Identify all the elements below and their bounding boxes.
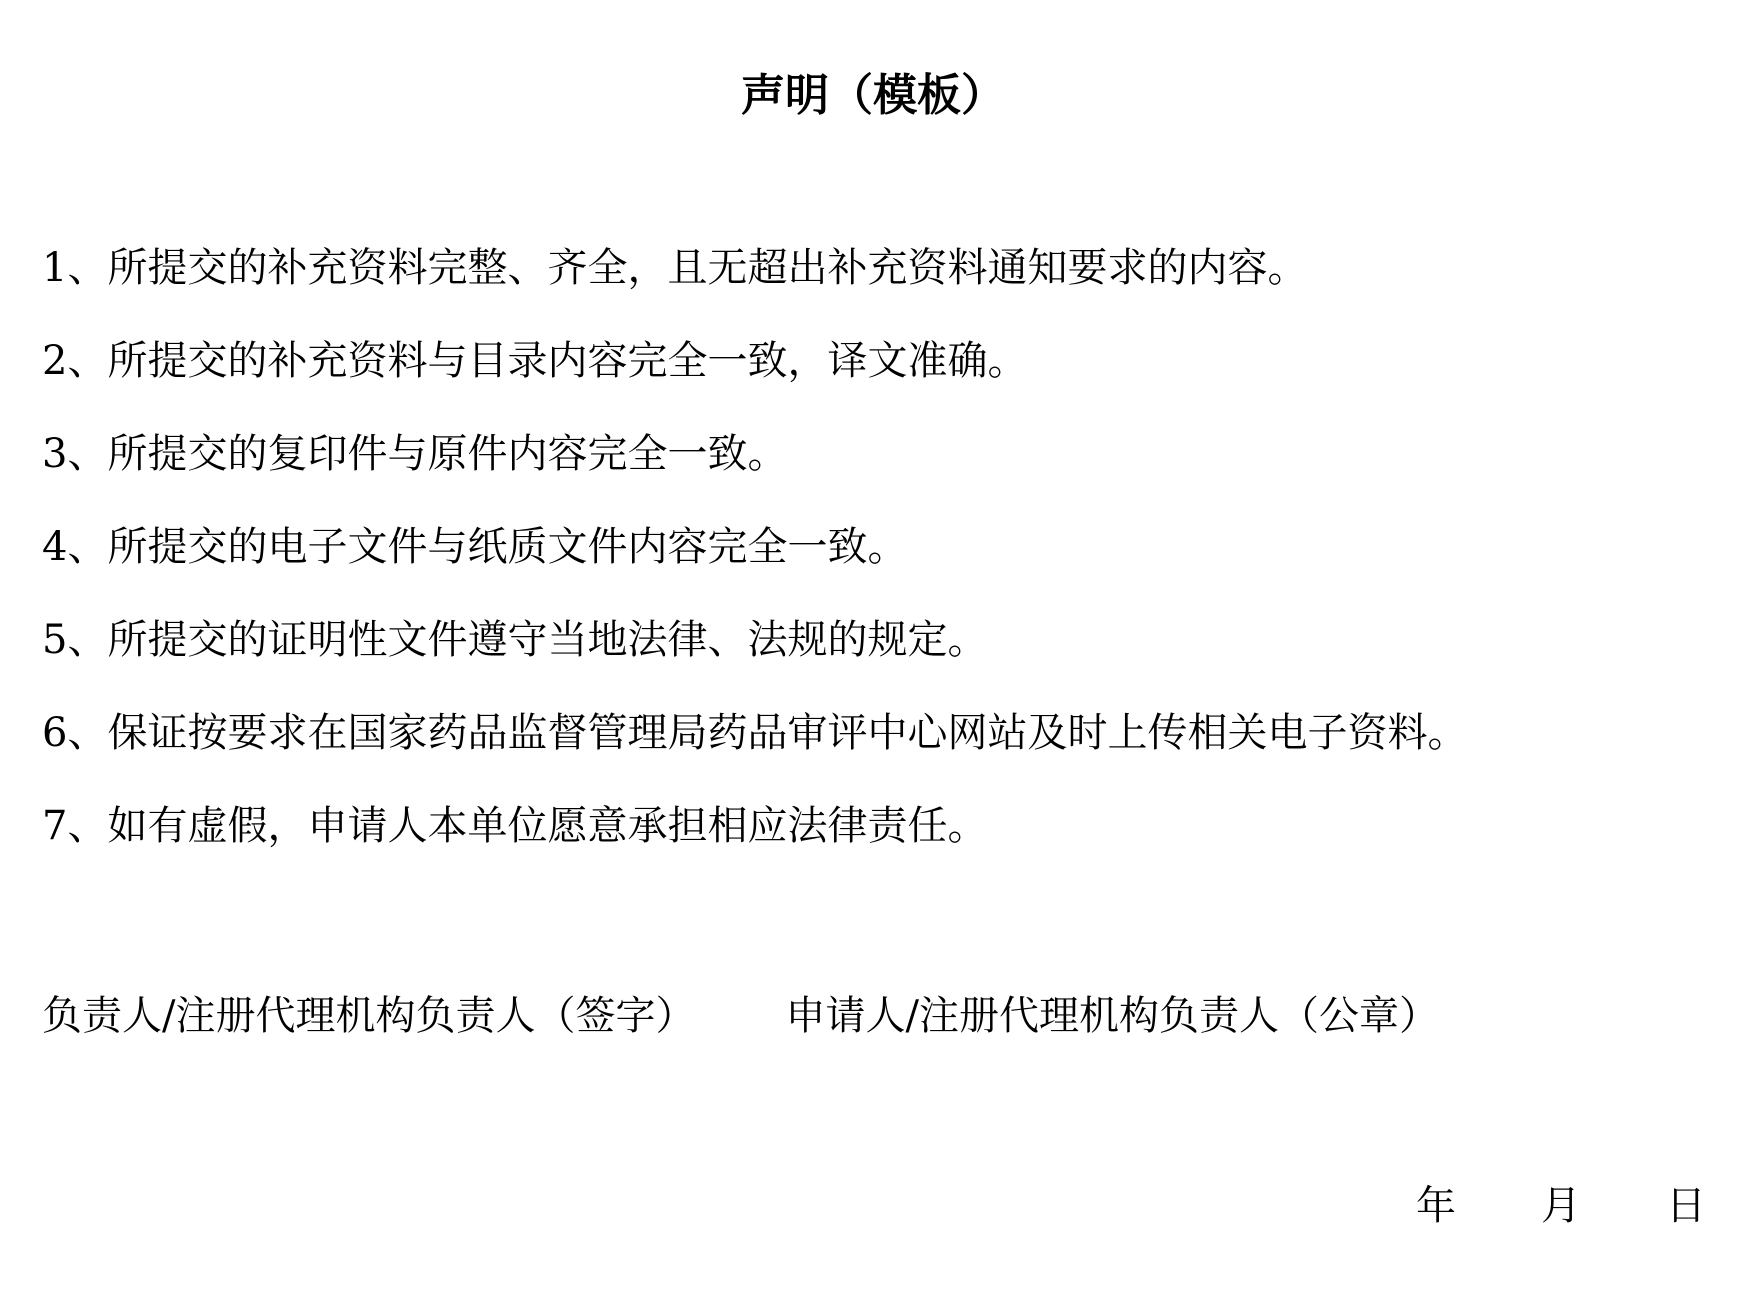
- date-line: [1416, 1180, 1706, 1232]
- list-item: 2、所提交的补充资料与目录内容完全一致，译文准确。: [42, 338, 1028, 384]
- list-item: 1、所提交的补充资料完整、齐全，且无超出补充资料通知要求的内容。: [42, 245, 1308, 291]
- declaration-list: [42, 242, 1722, 893]
- date-day-label: 日: [1666, 1183, 1706, 1229]
- list-item: 4、所提交的电子文件与纸质文件内容完全一致。: [42, 524, 908, 570]
- page-title: 声明（模板）: [741, 70, 1005, 121]
- list-item: 3、所提交的复印件与原件内容完全一致。: [42, 431, 788, 477]
- list-item: 6、保证按要求在国家药品监督管理局药品审评中心网站及时上传相关电子资料。: [42, 710, 1468, 756]
- list-item: 5、所提交的证明性文件遵守当地法律、法规的规定。: [42, 617, 988, 663]
- signature-label-person: 负责人/注册代理机构负责人（签字）: [42, 993, 696, 1039]
- list-item: 7、如有虚假，申请人本单位愿意承担相应法律责任。: [42, 803, 988, 849]
- date-month-label: 月: [1541, 1183, 1581, 1229]
- signature-line: [42, 990, 1722, 1042]
- date-year-label: 年: [1416, 1183, 1456, 1229]
- signature-label-seal: 申请人/注册代理机构负责人（公章）: [785, 993, 1439, 1039]
